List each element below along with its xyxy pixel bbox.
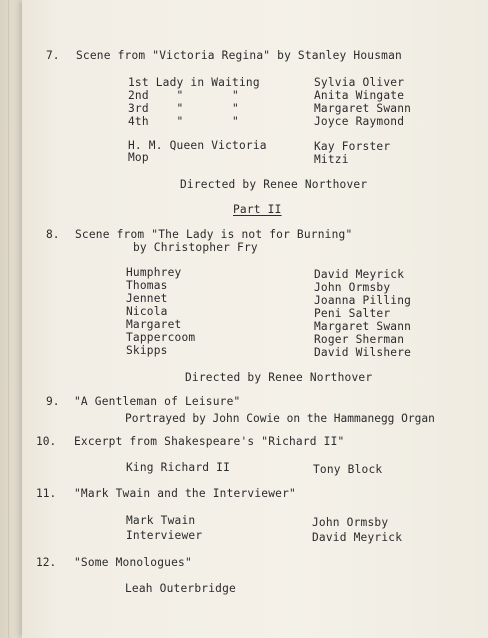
cast-actor: Sylvia Oliver: [314, 76, 405, 89]
item-8-number: 8.: [46, 228, 60, 241]
left-page-edge: [0, 0, 22, 638]
cast-role: Jennet: [126, 292, 168, 305]
item-7-number: 7.: [46, 49, 60, 62]
item-9-number: 9.: [46, 395, 60, 408]
cast-actor: John Ormsby: [314, 281, 391, 294]
cast-role: H. M. Queen Victoria: [128, 139, 267, 152]
item-12-performer: Leah Outerbridge: [125, 582, 236, 595]
cast-role: King Richard II: [126, 461, 231, 474]
programme-page: [22, 0, 488, 638]
page-fold-line: [8, 0, 9, 638]
cast-actor: John Ormsby: [312, 516, 389, 529]
item-8-title: Scene from "The Lady is not for Burning": [75, 228, 353, 241]
item-11-title: "Mark Twain and the Interviewer": [74, 487, 296, 500]
item-9-title: "A Gentleman of Leisure": [74, 395, 241, 408]
part-heading: Part II: [233, 203, 282, 216]
cast-role: Humphrey: [126, 266, 182, 279]
item-10-number: 10.: [36, 435, 57, 448]
cast-role: Mop: [128, 151, 149, 164]
cast-role: Mark Twain: [126, 514, 196, 527]
cast-role: Margaret: [126, 318, 182, 331]
cast-actor: Roger Sherman: [314, 333, 405, 346]
cast-actor: Mitzi: [314, 153, 349, 166]
cast-actor: Joyce Raymond: [314, 115, 405, 128]
cast-role: Thomas: [126, 279, 168, 292]
item-12-title: "Some Monologues": [74, 556, 192, 569]
cast-role: 1st Lady in Waiting: [128, 76, 260, 89]
cast-role: 2nd " ": [128, 89, 239, 102]
cast-role: Nicola: [126, 305, 168, 318]
cast-actor: Margaret Swann: [314, 320, 412, 333]
item-10-title: Excerpt from Shakespeare's "Richard II": [74, 435, 345, 448]
cast-actor: Peni Salter: [314, 307, 391, 320]
cast-role: 3rd " ": [128, 102, 239, 115]
cast-role: Interviewer: [126, 529, 203, 542]
item-7-title: Scene from "Victoria Regina" by Stanley Housman: [76, 49, 402, 62]
cast-actor: Joanna Pilling: [314, 294, 412, 307]
item-9-detail: Portrayed by John Cowie on the Hammanegg Organ: [125, 412, 435, 425]
cast-actor: David Meyrick: [314, 268, 405, 281]
item-7-director: Directed by Renee Northover: [180, 178, 368, 191]
cast-actor: Anita Wingate: [314, 89, 405, 102]
cast-actor: Kay Forster: [314, 140, 391, 153]
cast-actor: Margaret Swann: [314, 102, 412, 115]
cast-role: 4th " ": [128, 115, 239, 128]
item-12-number: 12.: [36, 556, 57, 569]
item-11-number: 11.: [36, 487, 57, 500]
item-8-subtitle: by Christopher Fry: [133, 241, 258, 254]
cast-actor: David Meyrick: [312, 531, 403, 544]
cast-actor: Tony Block: [313, 463, 383, 476]
item-8-director: Directed by Renee Northover: [185, 371, 373, 384]
cast-role: Skipps: [126, 344, 168, 357]
cast-actor: David Wilshere: [314, 346, 412, 359]
cast-role: Tappercoom: [126, 331, 196, 344]
